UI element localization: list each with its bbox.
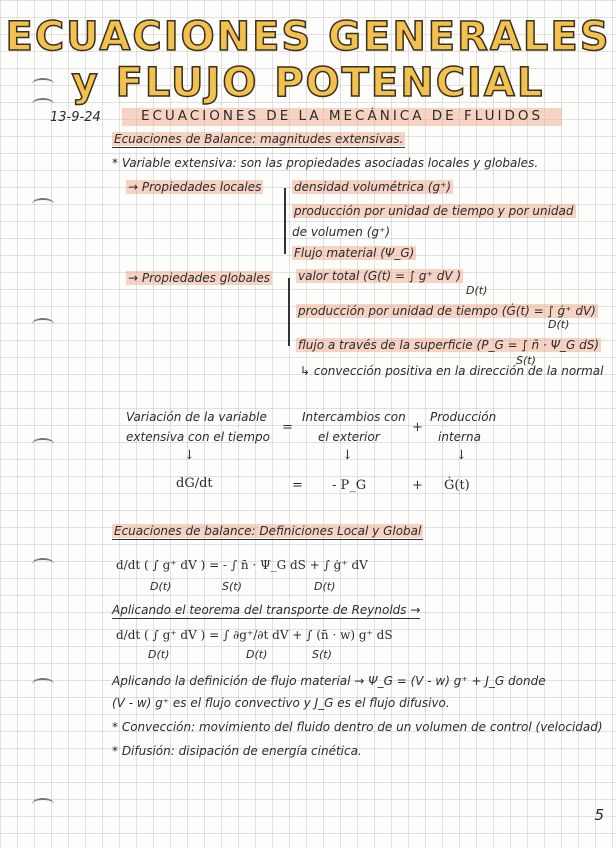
balance-col1-line1: Variación de la variable <box>126 410 267 424</box>
material-flux-definition: Aplicando la definición de flujo material → Ψ_G = (V - w) g⁺ + J_G donde <box>112 674 546 688</box>
convective-diffusive-flux: (V - w) g⁺ es el flujo convectivo y J_G es el flujo difusivo. <box>112 696 450 710</box>
bracket-global <box>288 278 290 346</box>
page-title-line2: y FLUJO POTENCIAL <box>71 60 545 106</box>
region-label: D(t) <box>548 318 570 331</box>
local-properties-label: → Propiedades locales <box>128 180 262 194</box>
binder-hole <box>32 438 54 450</box>
region-label: D(t) <box>150 580 172 593</box>
expr-plus: + <box>412 478 423 493</box>
down-arrow-icon: ↓ <box>184 448 195 463</box>
region-label: D(t) <box>246 648 268 661</box>
balance-integral-equation: d/dt ( ∫ g⁺ dV ) = - ∫ n̄ · Ψ_G dS + ∫ ġ⁺ dV <box>116 558 368 572</box>
balance-col3-line2: interna <box>438 430 481 444</box>
binder-hole <box>32 798 54 810</box>
binder-hole <box>32 318 54 330</box>
date: 13-9-24 <box>50 110 101 125</box>
region-label: S(t) <box>312 648 332 661</box>
local-item-production-cont: de volumen (g⁺) <box>292 225 391 239</box>
local-item-material-flux: Flujo material (Ψ_G) <box>294 246 415 260</box>
bracket-local <box>284 188 286 254</box>
binder-hole <box>32 558 54 570</box>
diffusion-definition: * Difusión: disipación de energía cinética. <box>112 744 362 758</box>
reynolds-heading: Aplicando el teorema del transporte de Reynolds → <box>112 603 421 617</box>
balance-plus: + <box>412 420 423 435</box>
region-label: S(t) <box>516 354 536 367</box>
reynolds-equation: d/dt ( ∫ g⁺ dV ) = ∫ ∂g⁺/∂t dV + ∫ (n̄ · w) g⁺ dS <box>116 628 393 642</box>
extensive-variable-bullet: * Variable extensiva: son las propiedades asociadas locales y globales. <box>112 156 539 170</box>
expr-dG-dt: dG/dt <box>176 476 213 491</box>
subtitle: ECUACIONES DE LA MECÁNICA DE FLUIDOS <box>140 108 544 124</box>
binder-hole <box>32 198 54 210</box>
page-number: 5 <box>594 806 604 824</box>
expr-G-dot: Ġ(t) <box>444 478 470 493</box>
binder-hole <box>32 678 54 690</box>
region-label: D(t) <box>466 284 488 297</box>
global-item-total: valor total (G(t) = ∫ g⁺ dV ) <box>298 269 462 283</box>
down-arrow-icon: ↓ <box>342 448 353 463</box>
section-heading-balance: Ecuaciones de Balance: magnitudes extensivas. <box>114 132 404 146</box>
region-label: D(t) <box>314 580 336 593</box>
convection-definition: * Convección: movimiento del fluido dentro de un volumen de control (velocidad) <box>112 720 603 734</box>
balance-col3-line1: Producción <box>430 410 497 424</box>
global-properties-label: → Propiedades globales <box>128 271 270 285</box>
local-item-production: producción por unidad de tiempo y por unidad <box>294 204 574 218</box>
global-item-production: producción por unidad de tiempo (Ġ(t) = ∫ ġ⁺ dV) <box>298 304 596 318</box>
page-title-line1: ECUACIONES GENERALES <box>5 14 611 60</box>
region-label: D(t) <box>148 648 170 661</box>
convection-normal-note: ↳ convección positiva en la dirección de la normal <box>300 364 604 378</box>
section-heading-local-global: Ecuaciones de balance: Definiciones Local y Global <box>114 524 422 538</box>
local-item-density: densidad volumétrica (g⁺) <box>294 180 452 194</box>
global-item-surface-flux: flujo a través de la superficie (P_G = ∫ n̄ · Ψ_G dS) <box>298 338 600 352</box>
balance-col2-line2: el exterior <box>318 430 380 444</box>
down-arrow-icon: ↓ <box>456 448 467 463</box>
balance-col1-line2: extensiva con el tiempo <box>126 430 270 444</box>
balance-col2-line1: Intercambios con <box>302 410 406 424</box>
expr-equals: = <box>292 478 303 493</box>
region-label: S(t) <box>222 580 242 593</box>
expr-minus-PG: - P_G <box>332 478 367 493</box>
balance-equals: = <box>282 420 293 435</box>
